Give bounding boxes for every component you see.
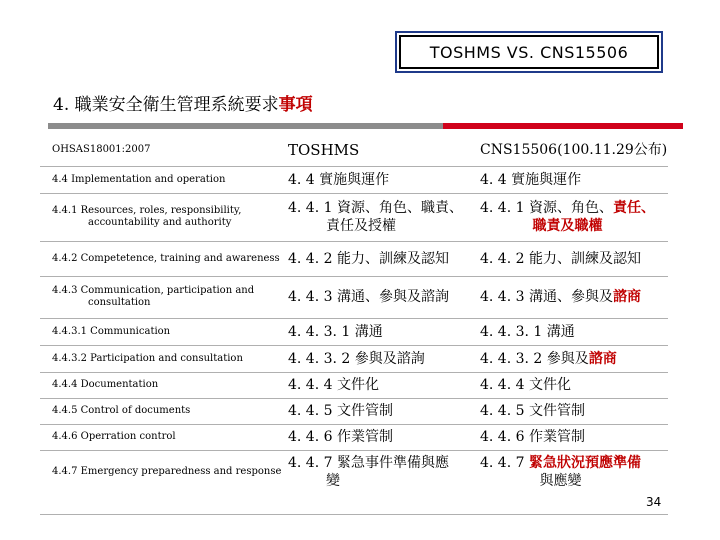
heading-rule-red [443, 123, 683, 129]
row-ohsas-cell [52, 193, 287, 241]
row-ohsas-cell [52, 372, 287, 398]
ohsas-text: 4.4.3.1 Communication [52, 325, 171, 337]
cns-text: 4. 4. 3 溝通、參與及 [480, 289, 613, 305]
ohsas-text: 4.4.6 Operration control [52, 431, 176, 442]
row-ohsas-cell [52, 424, 287, 450]
cns-text: 4. 4. 7 [480, 455, 529, 471]
toshms-text: 4. 4. 7 緊急事件準備與應 [288, 455, 449, 471]
row-cns-cell [480, 398, 670, 424]
row-ohsas-cell [52, 276, 287, 318]
toshms-text-line2: 變 [326, 473, 340, 489]
table-row [40, 450, 668, 494]
row-toshms-cell [288, 166, 478, 193]
header-cns [480, 133, 670, 166]
toshms-text: 4. 4. 3. 1 溝通 [288, 323, 383, 340]
cns-text: 4. 4. 6 作業管制 [480, 429, 585, 445]
table-row [40, 241, 668, 277]
table-row [40, 276, 668, 319]
toshms-text: 4. 4. 4 文件化 [288, 377, 379, 393]
ohsas-text-line2: accountability and authority [88, 217, 232, 228]
row-ohsas-cell [52, 318, 287, 345]
row-toshms-cell [288, 398, 478, 424]
cns-text-line2: 與應變 [539, 473, 582, 489]
row-ohsas-cell [52, 166, 287, 193]
header-ohsas-text: OHSAS18001:2007 [52, 143, 151, 155]
row-cns-cell [480, 193, 670, 241]
cns-text: 4. 4 實施與運作 [480, 171, 582, 188]
table-row [40, 345, 668, 373]
header-cns-text: CNS15506(100.11.29公布) [480, 141, 668, 158]
row-toshms-cell [288, 241, 478, 276]
slide-title: TOSHMS VS. CNS15506 [429, 42, 629, 62]
cns-text-line2-highlight: 職責及職權 [532, 218, 603, 234]
toshms-text: 4. 4. 6 作業管制 [288, 429, 393, 445]
cns-text: 4. 4. 5 文件管制 [480, 403, 585, 419]
table-row [40, 318, 668, 346]
ohsas-text: 4.4.4 Documentation [52, 379, 159, 390]
bottom-rule [40, 514, 668, 515]
row-cns-cell [480, 345, 670, 372]
row-toshms-cell [288, 276, 478, 318]
ohsas-text: 4.4.3.2 Participation and consultation [52, 352, 243, 364]
row-toshms-cell [288, 318, 478, 345]
toshms-text-line2: 責任及授權 [326, 218, 396, 234]
cns-text-highlight: 緊急狀況預應準備 [528, 455, 641, 471]
header-toshms [288, 133, 478, 166]
table-row [40, 193, 668, 242]
table-header-row [40, 133, 668, 167]
cns-text-highlight: 諮商 [612, 289, 641, 305]
toshms-text: 4. 4. 5 文件管制 [288, 403, 393, 419]
ohsas-text: 4.4.1 Resources, roles, responsibility, [52, 205, 242, 216]
row-cns-cell [480, 166, 670, 193]
toshms-text: 4. 4. 3. 2 參與及諮詢 [288, 350, 425, 367]
row-toshms-cell [288, 193, 478, 241]
row-cns-cell [480, 318, 670, 345]
table-row [40, 372, 668, 399]
row-cns-cell [480, 241, 670, 276]
row-ohsas-cell [52, 241, 287, 276]
row-ohsas-cell [52, 450, 287, 494]
cns-text: 4. 4. 3. 2 參與及 [480, 350, 589, 367]
ohsas-text-line2: consultation [88, 297, 151, 308]
row-cns-cell [480, 424, 670, 450]
toshms-text: 4. 4. 2 能力、訓練及認知 [288, 250, 449, 267]
page-number: 34 [646, 495, 662, 509]
table-row [40, 166, 668, 194]
row-toshms-cell [288, 424, 478, 450]
ohsas-text: 4.4.3 Communication, participation and [52, 285, 255, 296]
header-ohsas [52, 133, 287, 166]
section-heading [53, 90, 313, 115]
cns-text: 4. 4. 4 文件化 [480, 377, 571, 393]
toshms-text: 4. 4 實施與運作 [288, 171, 390, 188]
cns-text: 4. 4. 2 能力、訓練及認知 [480, 250, 641, 267]
row-toshms-cell [288, 372, 478, 398]
slide-title-box [399, 35, 659, 69]
row-ohsas-cell [52, 398, 287, 424]
toshms-text: 4. 4. 1 資源、角色、職責、 [288, 200, 463, 216]
ohsas-text: 4.4.2 Competetence, training and awareness [52, 252, 280, 264]
cns-text: 4. 4. 3. 1 溝通 [480, 323, 575, 340]
heading-highlight: 事項 [278, 95, 313, 115]
row-toshms-cell [288, 450, 478, 494]
ohsas-text: 4.4.5 Control of documents [52, 405, 191, 416]
row-toshms-cell [288, 345, 478, 372]
row-cns-cell [480, 450, 670, 494]
cns-text: 4. 4. 1 資源、角色、 [480, 200, 613, 216]
table-row [40, 398, 668, 425]
toshms-text: 4. 4. 3 溝通、參與及諮詢 [288, 289, 449, 305]
ohsas-text: 4.4.7 Emergency preparedness and response [52, 466, 282, 477]
heading-rule-grey [48, 123, 443, 129]
table-row [40, 424, 668, 451]
heading-main: 4. 職業安全衛生管理系統要求 [53, 95, 279, 115]
ohsas-text: 4.4 Implementation and operation [52, 173, 226, 185]
cns-text-highlight: 責任、 [612, 200, 655, 216]
row-ohsas-cell [52, 345, 287, 372]
header-toshms-text: TOSHMS [288, 140, 360, 159]
row-cns-cell [480, 276, 670, 318]
cns-text-highlight: 諮商 [588, 350, 617, 367]
row-cns-cell [480, 372, 670, 398]
